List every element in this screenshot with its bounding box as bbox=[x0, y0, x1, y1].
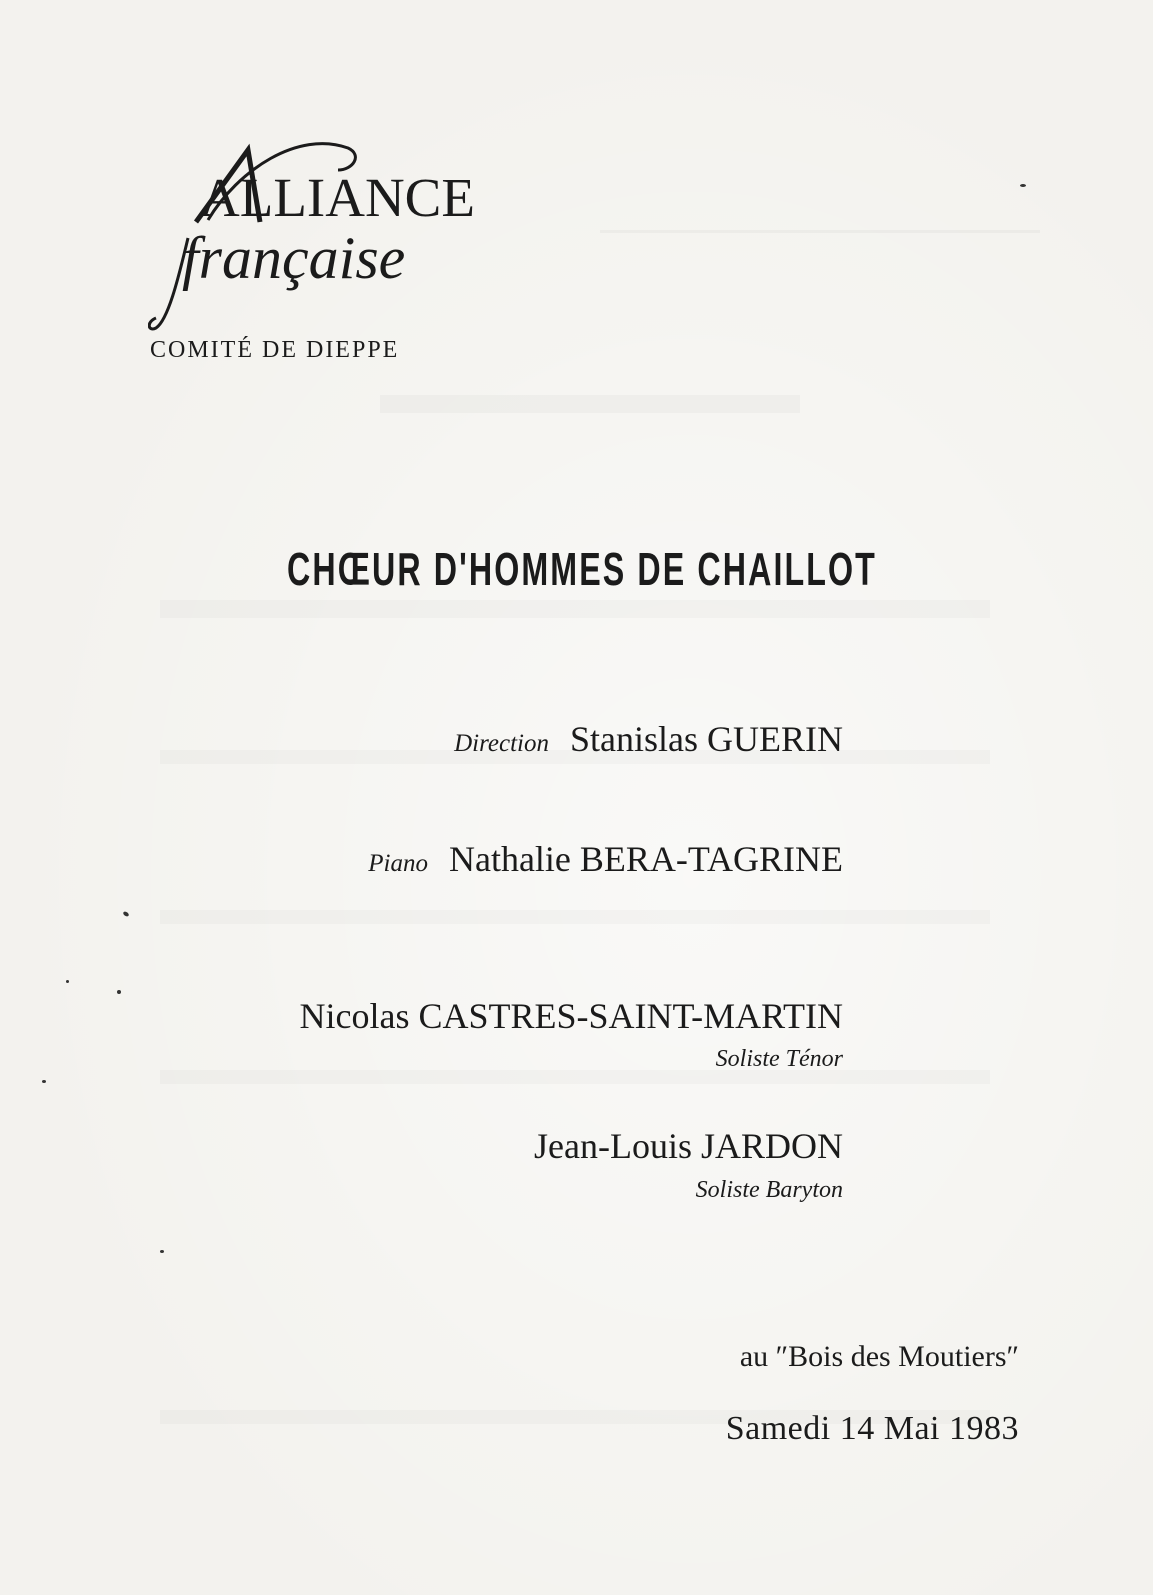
pianist-name: Nathalie BERA-TAGRINE bbox=[448, 839, 843, 879]
alliance-francaise-logo bbox=[148, 130, 478, 370]
soloist-name: Jean-Louis JARDON bbox=[534, 1126, 843, 1166]
concert-date: Samedi 14 Mai 1983 bbox=[725, 1410, 1019, 1447]
piano-role: Piano bbox=[368, 850, 428, 877]
concert-title: CHŒUR D'HOMMES DE CHAILLOT bbox=[287, 543, 877, 595]
paper-speck bbox=[117, 990, 121, 994]
logo-alliance-text: ALLIANCE bbox=[200, 167, 475, 228]
show-through-decoration bbox=[160, 1070, 990, 1084]
paper-speck bbox=[42, 1080, 46, 1083]
paper-speck bbox=[122, 911, 129, 918]
venue: au ″Bois des Moutiers″ bbox=[739, 1340, 1019, 1373]
logo-francaise-text: française bbox=[182, 225, 406, 291]
director-name: Stanislas GUERIN bbox=[570, 719, 843, 759]
soloist-name: Nicolas CASTRES-SAINT-MARTIN bbox=[299, 996, 843, 1036]
show-through-decoration bbox=[160, 910, 990, 924]
piano-credit bbox=[368, 838, 843, 880]
soloist-role: Soliste Baryton bbox=[695, 1177, 843, 1203]
show-through-decoration bbox=[380, 395, 800, 413]
show-through-decoration bbox=[160, 600, 990, 618]
paper-speck bbox=[1020, 184, 1026, 187]
paper-speck bbox=[66, 980, 69, 983]
paper-speck bbox=[160, 1250, 164, 1253]
show-through-decoration bbox=[600, 170, 1040, 233]
direction-role: Direction bbox=[454, 730, 549, 757]
direction-credit bbox=[454, 718, 843, 760]
committee-name: COMITÉ DE DIEPPE bbox=[150, 337, 400, 363]
soloist-role: Soliste Ténor bbox=[715, 1046, 843, 1072]
